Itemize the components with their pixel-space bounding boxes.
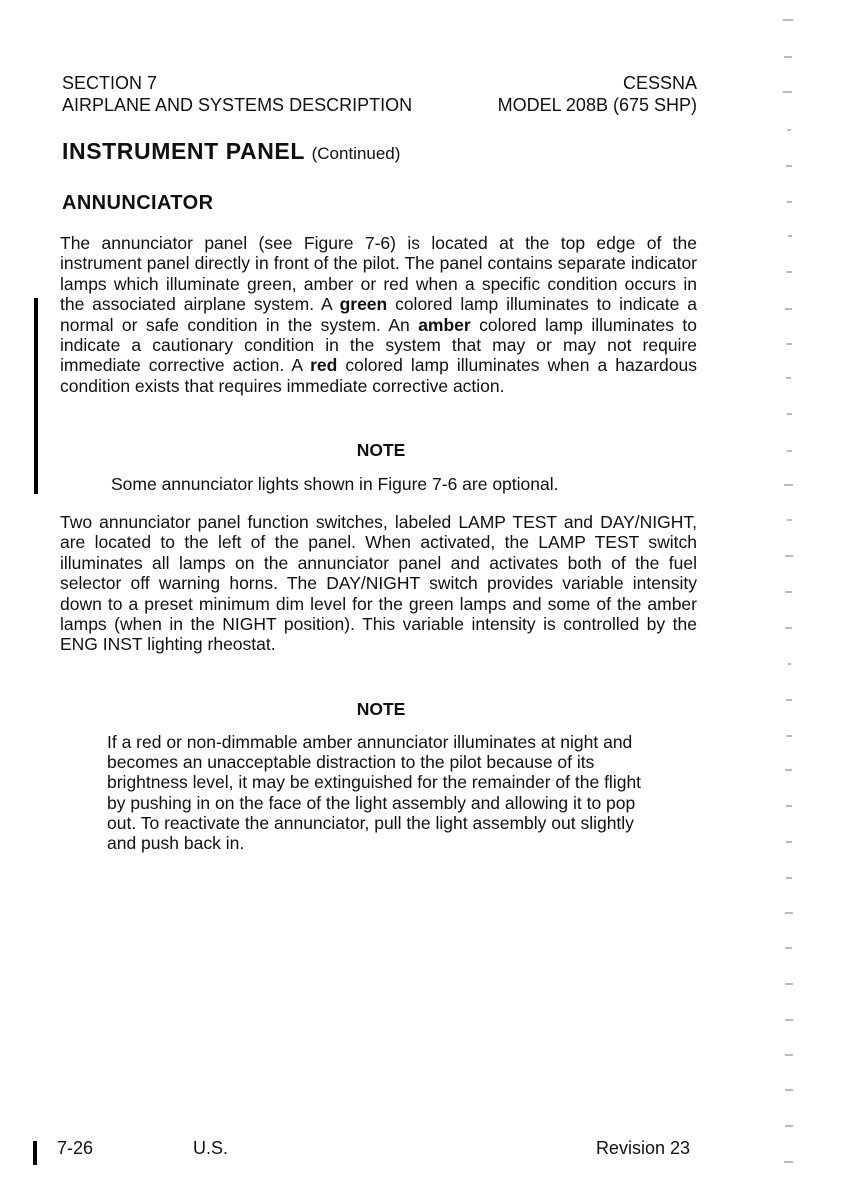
- footer-revision: Revision 23: [595, 1138, 690, 1158]
- note-text-2: If a red or non-dimmable amber annunciator illuminates at night and becomes an unacceptable distraction to the pilot because of its brightness level, it may be extinguished for the remainder of the flight by pushing in on the face of the light assembly and allowing it to pop out. To reactivate the annunciator, pull the light assembly out slightly and push back in.: [107, 732, 642, 854]
- para1-text-3: colored lamp illuminates to indicate a cautionary condition in the system that may or may not require immediate corrective action. A: [60, 314, 698, 376]
- para1-amber-word: amber: [418, 314, 471, 335]
- page-title: [62, 138, 400, 165]
- footer-change-bar: [33, 1141, 37, 1165]
- revision-change-bar: [34, 298, 38, 494]
- para1-text-2: colored lamp illuminates to indicate a normal or safe condition in the system. An: [60, 294, 697, 335]
- scan-edge-marks: [768, 0, 798, 1191]
- page-header-left: [62, 72, 412, 116]
- para1-red-word: red: [310, 355, 338, 376]
- section-description: AIRPLANE AND SYSTEMS DESCRIPTION: [62, 95, 413, 115]
- note-label-2: NOTE: [356, 699, 406, 719]
- para1-text-4: colored lamp illuminates when a hazardous condition exists that requires immediate corrective action.: [60, 355, 698, 396]
- manufacturer-label: CESSNA: [622, 73, 697, 93]
- note-text: Some annunciator lights shown in Figure 7-6 are optional.: [111, 474, 559, 494]
- page-title-continued: (Continued): [311, 144, 401, 163]
- footer-page-number: 7-26: [57, 1138, 94, 1158]
- page-header-right: [498, 72, 697, 116]
- note-label: NOTE: [356, 440, 406, 460]
- para1-text-1: The annunciator panel (see Figure 7-6) is located at the top edge of the instrument panel directly in front of the pilot. The panel contains separate indicator lamps which illuminate green, amber or red when a specific condition occurs in the associated airplane system. A: [60, 233, 697, 315]
- footer-region: U.S.: [193, 1138, 229, 1158]
- annunciator-paragraph: [60, 233, 697, 396]
- switches-paragraph: Two annunciator panel function switches, labeled LAMP TEST and DAY/NIGHT, are located to the left of the panel. When activated, the LAMP TEST switch illuminates all lamps on the annunciator panel and activates both of the fuel selector off warning horns. The DAY/NIGHT switch provides variable intensity down to a preset minimum dim level for the green lamps and some of the amber lamps (when in the NIGHT position). This variable intensity is controlled by the ENG INST lighting rheostat.: [60, 512, 697, 655]
- section-label: SECTION 7: [62, 73, 158, 93]
- page-title-main: INSTRUMENT PANEL: [62, 138, 305, 164]
- model-label: MODEL 208B (675 SHP): [497, 95, 697, 115]
- para1-green-word: green: [339, 294, 388, 315]
- section-heading: ANNUNCIATOR: [62, 192, 214, 214]
